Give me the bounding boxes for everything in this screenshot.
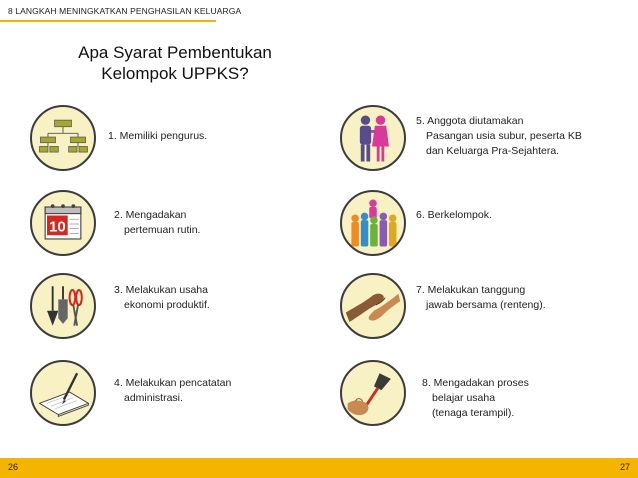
title-line-1: Apa Syarat Pembentukan — [78, 43, 272, 62]
item-1-text — [108, 129, 207, 144]
item-2-line-1: 2. Mengadakan — [114, 209, 187, 221]
tools-icon — [30, 273, 96, 339]
joined-hands-icon — [340, 273, 406, 339]
page-number-right: 27 — [619, 462, 630, 472]
item-3-line-1: 3. Melakukan usaha — [114, 284, 208, 296]
org-chart-icon — [30, 105, 96, 171]
item-6-line-1: 6. Berkelompok. — [416, 209, 492, 221]
item-8-line-1: 8. Mengadakan proses — [422, 377, 529, 389]
item-7-line-1: 7. Melakukan tanggung — [416, 284, 526, 296]
item-4-line-2: administrasi. — [124, 392, 183, 404]
footer-bar — [0, 458, 638, 478]
calendar-icon — [30, 190, 96, 256]
pen-notebook-icon — [30, 360, 96, 426]
couple-icon — [340, 105, 406, 171]
item-7-line-2: jawab bersama (renteng). — [426, 299, 546, 311]
title-line-2: Kelompok UPPKS? — [101, 64, 249, 83]
item-5-line-1: 5. Anggota diutamakan — [416, 115, 524, 127]
calendar-day: 10 — [49, 218, 66, 236]
item-5-line-3: dan Keluarga Pra-Sejahtera. — [426, 145, 560, 157]
item-1-line-1: 1. Memiliki pengurus. — [108, 130, 208, 142]
item-5-line-2: Pasangan usia subur, peserta KB — [426, 130, 582, 142]
page-header: 8 LANGKAH MENINGKATKAN PENGHASILAN KELUARGA — [8, 6, 242, 16]
hand-tool-icon — [340, 360, 406, 426]
item-2-line-2: pertemuan rutin. — [124, 224, 201, 236]
group-people-icon — [340, 190, 406, 256]
item-2-text — [114, 208, 200, 238]
item-8-text — [422, 376, 529, 421]
item-3-text — [114, 283, 210, 313]
item-4-text — [114, 376, 231, 406]
item-8-line-2: belajar usaha — [432, 392, 496, 404]
page-title — [50, 42, 300, 84]
item-8-line-3: (tenaga terampil). — [432, 407, 515, 419]
page-number-left: 26 — [8, 462, 19, 472]
item-4-line-1: 4. Melakukan pencatatan — [114, 377, 232, 389]
item-5-text — [416, 114, 582, 159]
item-6-text — [416, 208, 492, 223]
item-3-line-2: ekonomi produktif. — [124, 299, 210, 311]
header-rule — [0, 20, 216, 22]
item-7-text — [416, 283, 546, 313]
